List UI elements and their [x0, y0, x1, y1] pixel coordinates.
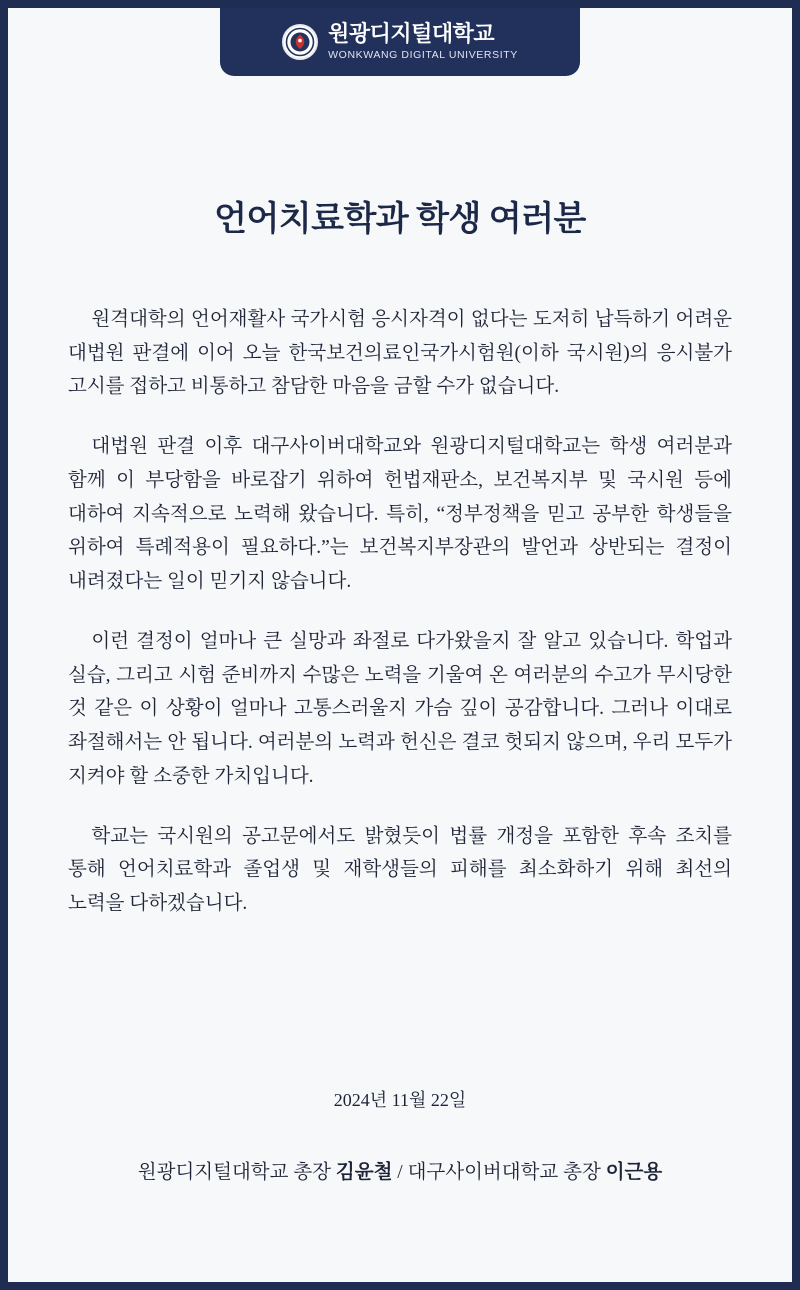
- notice-body: [68, 303, 732, 921]
- signature-separator: /: [392, 1162, 408, 1183]
- signature-name-2: 이근용: [605, 1162, 663, 1183]
- paragraph-2: 대법원 판결 이후 대구사이버대학교와 원광디지털대학교는 학생 여러분과 함께 이 부당함을 바로잡기 위하여 헌법재판소, 보건복지부 및 국시원 등에 대하여 지속적으로 노력해 왔습니다. 특히, “정부정책을 믿고 공부한 학생들을 위하여 특례적용이 필요하다.”는 보건복지부장관의 발언과 상반되는 결정이 내려졌다는 일이 믿기지 않습니다.: [68, 436, 732, 593]
- brand-name-english: WONKWANG DIGITAL UNIVERSITY: [328, 49, 518, 62]
- paragraph-4: 학교는 국시원의 공고문에서도 밝혔듯이 법률 개정을 포함한 후속 조치를 통해 언어치료학과 졸업생 및 재학생들의 피해를 최소화하기 위해 최선의 노력을 다하겠습니다.: [68, 825, 732, 915]
- signature-org-1: 원광디지털대학교 총장: [137, 1162, 336, 1183]
- signature-name-1: 김윤철: [335, 1162, 393, 1183]
- page-title: 언어치료학과 학생 여러분: [214, 200, 586, 238]
- signature-line: [8, 1156, 792, 1184]
- university-header-bar: [220, 8, 580, 76]
- notice-date: 2024년 11월 22일: [333, 1090, 467, 1110]
- university-brand: [328, 23, 518, 61]
- notice-card: [8, 8, 792, 1282]
- signature-org-2: 대구사이버대학교 총장: [407, 1162, 606, 1183]
- paragraph-1: 원격대학의 언어재활사 국가시험 응시자격이 없다는 도저히 납득하기 어려운 대법원 판결에 이어 오늘 한국보건의료인국가시험원(이하 국시원)의 응시불가 고시를 접하고 비통하고 참담한 마음을 금할 수가 없습니다.: [68, 309, 732, 398]
- brand-name-korean: 원광디지털대학교: [328, 21, 495, 47]
- paragraph-3: 이런 결정이 얼마나 큰 실망과 좌절로 다가왔을지 잘 알고 있습니다. 학업과 실습, 그리고 시험 준비까지 수많은 노력을 기울여 온 여러분의 수고가 무시당한 것 같은 이 상황이 얼마나 고통스러울지 가슴 깊이 공감합니다. 그러나 이대로 좌절해서는 안 됩니다. 여러분의 노력과 헌신은 결코 헛되지 않으며, 우리 모두가 지켜야 할 소중한 가치입니다.: [68, 630, 732, 787]
- university-seal-icon: [282, 24, 318, 60]
